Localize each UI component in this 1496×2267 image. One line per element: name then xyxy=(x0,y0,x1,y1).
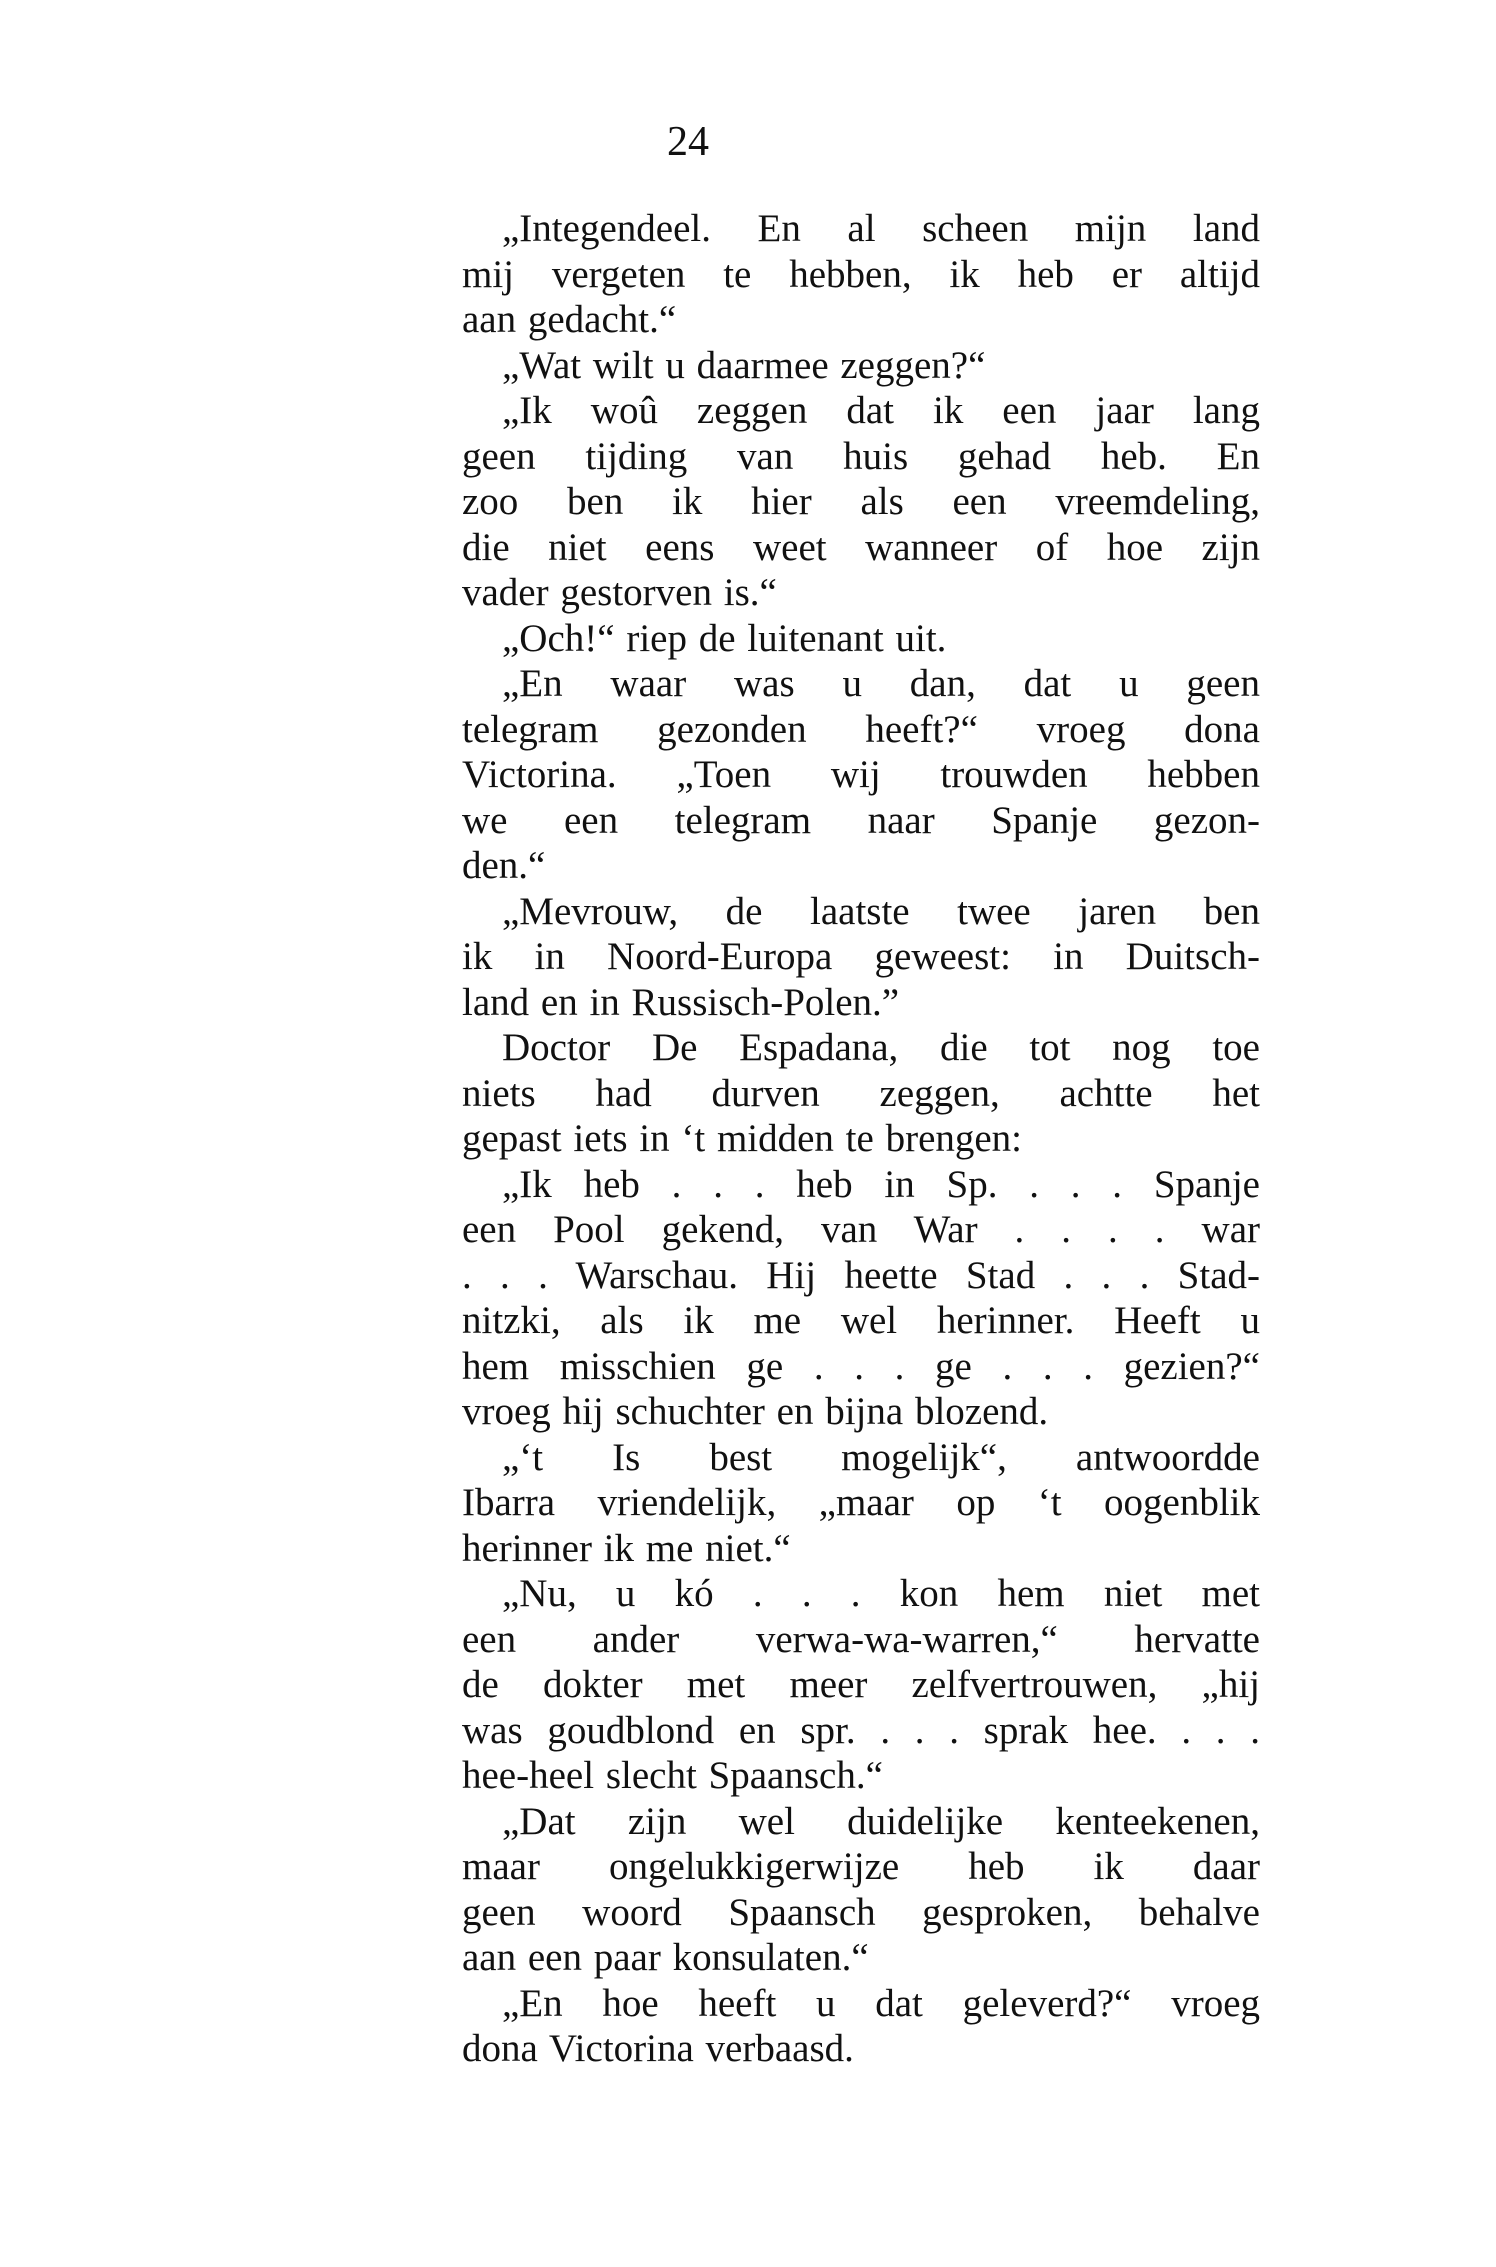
text-line: vader gestorven is.“ xyxy=(462,571,777,614)
text-line: . . . Warschau. Hij heette Stad . . . Stad- xyxy=(462,1253,1260,1297)
paragraph xyxy=(462,889,1260,1026)
paragraph xyxy=(462,1799,1260,1981)
text-line: ik in Noord-Europa geweest: in Duitsch- xyxy=(462,935,1260,978)
page-number: 24 xyxy=(667,119,709,165)
text-line: maar ongelukkigerwijze heb ik daar xyxy=(462,1845,1260,1888)
text-line: hem misschien ge . . . ge . . . gezien?“ xyxy=(462,1344,1260,1388)
text-line: mij vergeten te hebben, ik heb er altijd xyxy=(462,252,1260,296)
text-line: de dokter met meer zelfvertrouwen, „hij xyxy=(462,1663,1260,1706)
text-line: een ander verwa-wa-warren,“ hervatte xyxy=(462,1617,1260,1661)
text-line: aan een paar konsulaten.“ xyxy=(462,1936,869,1979)
text-line: zoo ben ik hier als een vreemdeling, xyxy=(462,480,1260,523)
text-line: land en in Russisch-Polen.” xyxy=(462,980,900,1024)
text-line: „Integendeel. En al scheen mijn land xyxy=(502,207,1260,250)
text-line: hee-heel slecht Spaansch.“ xyxy=(462,1754,883,1797)
paragraph xyxy=(462,616,1260,662)
text-line: „Och!“ riep de luitenant uit. xyxy=(502,616,947,660)
text-line: telegram gezonden heeft?“ vroeg dona xyxy=(462,707,1260,751)
text-line: „Dat zijn wel duidelijke kenteekenen, xyxy=(502,1799,1260,1843)
paragraph xyxy=(462,1025,1260,1162)
paragraph xyxy=(462,661,1260,889)
text-line: we een telegram naar Spanje gezon- xyxy=(462,798,1260,842)
body-text xyxy=(462,206,1260,2072)
text-line: aan gedacht.“ xyxy=(462,298,677,341)
paragraph xyxy=(462,1981,1260,2072)
text-line: was goudblond en spr. . . . sprak hee. . . . xyxy=(462,1708,1260,1752)
text-line: „‘t Is best mogelijk“, antwoordde xyxy=(502,1435,1260,1479)
paragraph xyxy=(462,388,1260,616)
text-line: Victorina. „Toen wij trouwden hebben xyxy=(462,753,1260,796)
text-line: „En waar was u dan, dat u geen xyxy=(502,662,1260,705)
text-line: gepast iets in ‘t midden te brengen: xyxy=(462,1117,1023,1160)
text-line: „Wat wilt u daarmee zeggen?“ xyxy=(502,343,986,387)
text-line: herinner ik me niet.“ xyxy=(462,1526,791,1570)
text-line: vroeg hij schuchter en bijna blozend. xyxy=(462,1390,1049,1433)
text-line: „En hoe heeft u dat geleverd?“ vroeg xyxy=(502,1981,1260,2025)
text-line: die niet eens weet wanneer of hoe zijn xyxy=(462,525,1260,569)
text-line: nitzki, als ik me wel herinner. Heeft u xyxy=(462,1299,1260,1342)
paragraph xyxy=(462,343,1260,389)
paragraph xyxy=(462,1435,1260,1572)
paragraph xyxy=(462,1571,1260,1799)
text-line: Doctor De Espadana, die tot nog toe xyxy=(502,1026,1260,1069)
text-line: een Pool gekend, van War . . . . war xyxy=(462,1208,1260,1251)
text-line: geen tijding van huis gehad heb. En xyxy=(462,434,1260,478)
text-line: „Mevrouw, de laatste twee jaren ben xyxy=(502,889,1260,933)
paragraph xyxy=(462,1162,1260,1435)
text-line: „Nu, u kó . . . kon hem niet met xyxy=(502,1572,1260,1615)
text-line: Ibarra vriendelijk, „maar op ‘t oogenblik xyxy=(462,1481,1260,1524)
text-line: den.“ xyxy=(462,844,546,887)
text-line: niets had durven zeggen, achtte het xyxy=(462,1071,1260,1115)
text-line: geen woord Spaansch gesproken, behalve xyxy=(462,1890,1260,1934)
text-line: dona Victorina verbaasd. xyxy=(462,2027,854,2070)
text-line: „Ik woû zeggen dat ik een jaar lang xyxy=(502,389,1260,432)
paragraph xyxy=(462,206,1260,343)
text-line: „Ik heb . . . heb in Sp. . . . Spanje xyxy=(502,1162,1260,1206)
